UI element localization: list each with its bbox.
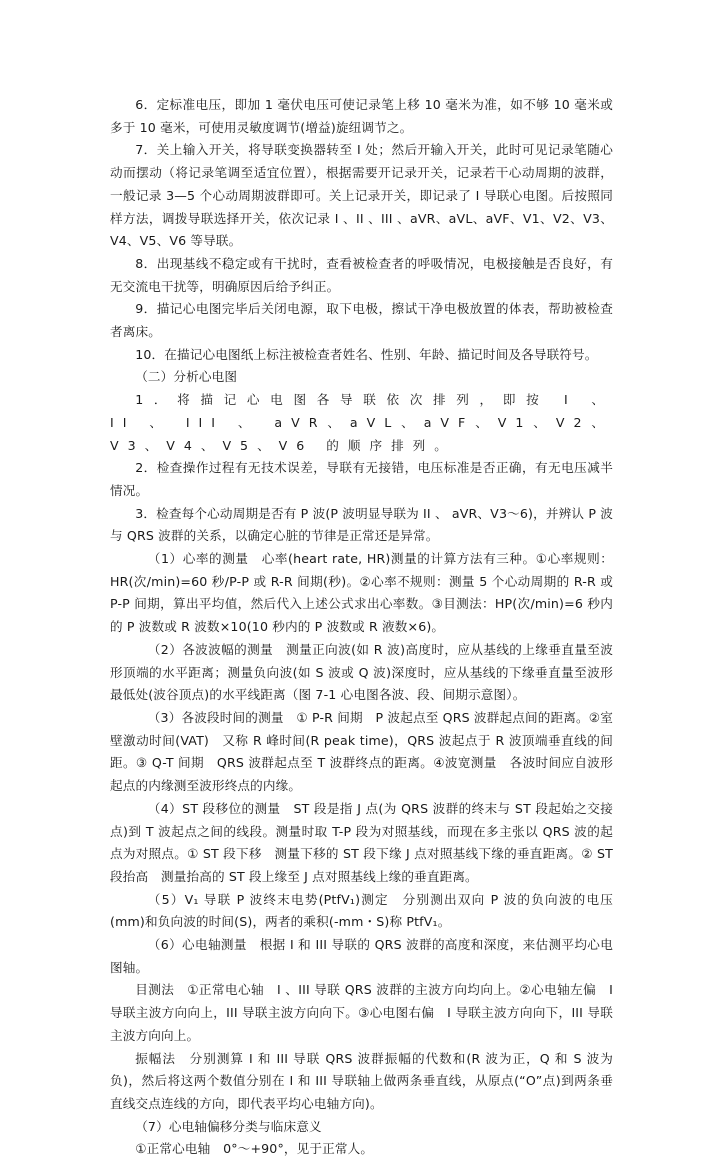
paragraph-step-6: 6．定标准电压，即加 1 毫伏电压可使记录笔上移 10 毫米为准，如不够 10 毫米或多于 10 毫米，可使用灵敏度调节(增益)旋纽调节之。 — [110, 97, 613, 135]
paragraph-cardiac-axis: （6）心电轴测量 根据 I 和 III 导联的 QRS 波群的高度和深度，来估测平均心电图轴。 — [110, 937, 613, 975]
paragraph-analysis-2: 2．检查操作过程有无技术误差，导联有无接错，电压标准是否正确，有无电压减半情况。 — [110, 460, 613, 498]
paragraph-step-8: 8．出现基线不稳定或有干扰时，查看被检查者的呼吸情况，电极接触是否良好，有无交流电干扰等，明确原因后给予纠正。 — [110, 255, 613, 294]
paragraph-ptfv1: （5）V₁ 导联 P 波终末电势(PtfV₁)测定 分别测出双向 P 波的负向波的电压(mm)和负向波的时间(S)，两者的乘积(-mm・S)称 PtfV₁。 — [110, 891, 613, 930]
paragraph-wave-duration: （3）各波段时间的测量 ① P-R 间期 P 波起点至 QRS 波群起点间的距离。②室壁激动时间(VAT) 又称 R 峰时间(R peak time)，QRS 波起点于 R 波顶端垂直线的间距。③ Q-T 间期 QRS 波群起点至 T 波群终点的距离。④波宽测量 各波时间应自波形起点的内缘测至波形终点的内缘。 — [110, 709, 613, 794]
paragraph-visual-method: 目测法 ①正常电心轴 I 、III 导联 QRS 波群的主波方向均向上。②心电轴左偏 I 导联主波方向向上，III 导联主波方向向下。③心电图右偏 I 导联主波方向向下，III 导联主波方向向上。 — [110, 982, 613, 1043]
paragraph-st-segment: （4）ST 段移位的测量 ST 段是指 J 点(为 QRS 波群的终末与 ST 段起始之交接点)到 T 波起点之间的线段。测量时取 T-P 段为对照基线，而现在多主张以 QRS 波的起点为对照点。① ST 段下移 测量下移的 ST 段下缘 J 点对照基线下缘的垂直距离。② ST 段抬高 测量抬高的 ST 段上缘至 J 点对照基线上缘的垂直距离。 — [110, 800, 613, 884]
paragraph-analysis-1: 1．将描记心电图各导联依次排列，即按 I 、 II 、 III 、 aVR、aVL、aVF、V1、V2、V3、V4、V5、V6 的顺序排列。 — [110, 392, 613, 453]
paragraph-normal-axis: ①正常心电轴 0°～+90°，见于正常人。 — [135, 1141, 374, 1157]
paragraph-step-9: 9．描记心电图完毕后关闭电源，取下电极，擦试干净电极放置的体表，帮助被检查者离床。 — [110, 301, 613, 340]
paragraph-analysis-3: 3．检查每个心动周期是否有 P 波(P 波明显导联为 II 、 aVR、V3～6)，并辨认 P 波与 QRS 波群的关系，以确定心脏的节律是正常还是异常。 — [110, 505, 613, 544]
paragraph-step-7: 7．关上输入开关，将导联变换器转至 I 处；然后开输入开关，此时可见记录笔随心动而摆动（将记录笔调至适宜位置），根据需要开记录开关，记录若干心动周期的波群，一般记录 3—5 个心动周期波群即可。关上记录开关，即记录了 I 导联心电图。后按照同样方法，调拨导联选择开关，依次记录 I 、II 、III 、aVR、aVL、aVF、V1、V2、V3、V4、V5、V6 等导联。 — [110, 142, 613, 249]
paragraph-step-10: 10．在描记心电图纸上标注被检查者姓名、性别、年龄、描记时间及各导联符号。 — [135, 346, 598, 362]
paragraph-amplitude-method: 振幅法 分别测算 I 和 III 导联 QRS 波群振幅的代数和(R 波为正，Q 和 S 波为负)，然后将这两个数值分别在 I 和 III 导联轴上做两条垂直线，从原点(“O”点)到两条垂直线交点连线的方向，即代表平均心电轴方向)。 — [110, 1050, 613, 1111]
paragraph-heart-rate: （1）心率的测量 心率(heart rate, HR)测量的计算方法有三种。①心率规则：HR(次/min)=60 秒/P-P 或 R-R 间期(秒)。②心率不规则：测量 5 个心动周期的 R-R 或 P-P 间期，算出平均值，然后代入上述公式求出心率数。③目测法：HP(次/min)=6 秒内的 P 波数或 R 波数×10(10 秒内的 P 波数或 R 液数×6)。 — [110, 551, 613, 635]
section-heading-analyze-ecg: （二）分析心电图 — [135, 369, 238, 385]
paragraph-wave-amplitude: （2）各波波幅的测量 测量正向波(如 R 波)高度时，应从基线的上缘垂直量至波形顶端的水平距离；测量负向波(如 S 波或 Q 波)深度时，应从基线的下缘垂直量至波形最低处(波谷顶点)的水平线距离（图 7-1 心电图各波、段、间期示意图）。 — [110, 641, 613, 703]
paragraph-axis-classification: （7）心电轴偏移分类与临床意义 — [135, 1118, 322, 1134]
